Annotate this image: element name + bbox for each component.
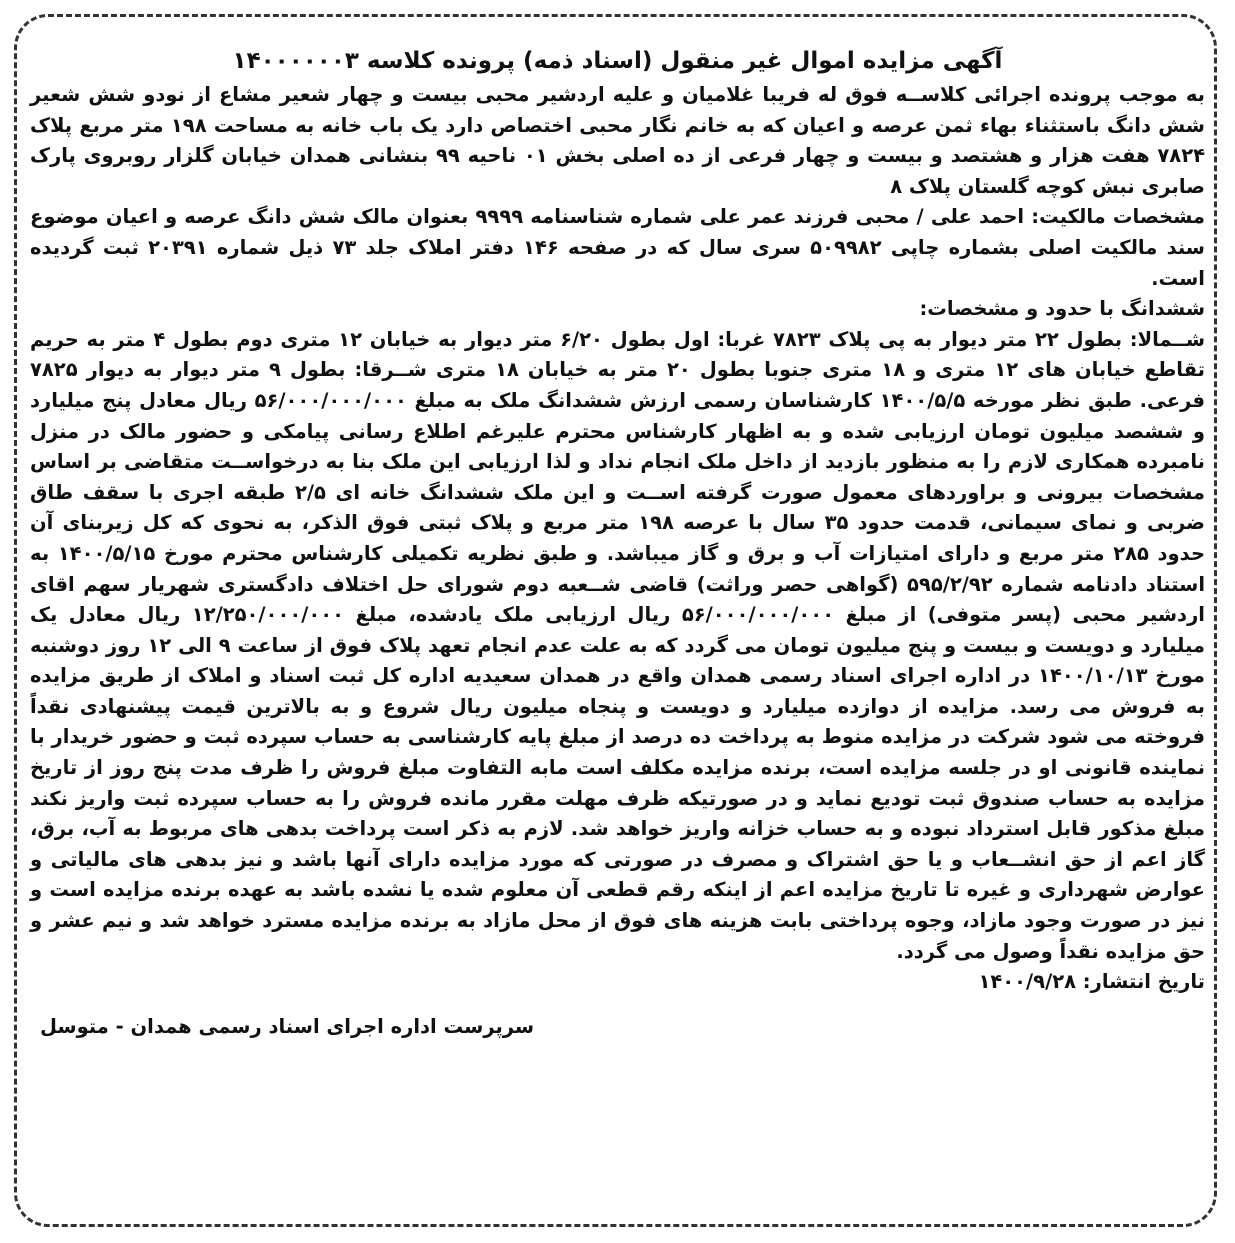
- notice-title: آگهی مزایده اموال غیر منقول (اسناد ذمه) پرونده کلاسه ۱۴۰۰۰۰۰۰۳: [232, 48, 1003, 74]
- auction-terms-paragraph: شــمالا: بطول ۲۲ متر دیوار به پی پلاک ۷۸۲۳ غربا: اول بطول ۶/۲۰ متر دیوار به خیابان ۱۲ متری دوم بطول ۴ متر به حریم تقاطع خیابان های ۱۲ متری و ۱۸ متری جنوبا بطول ۲۰ متر به خیابان ۱۸ متری شــرقا: بطول ۹ متر دیوار به دیوار ۷۸۲۵ فرعی. طبق نظر مورخه ۱۴۰۰/۵/۵ کارشناسان رسمی ارزش ششدانگ ملک به مبلغ ۵۶/۰۰۰/۰۰۰/۰۰۰ ریال معادل پنج میلیارد و ششصد میلیون تومان ارزیابی شده و به اظهار کارشناس محترم علیرغم اطلاع رسانی پیامکی و حضور مالک در منزل نامبرده همکاری لازم را به منظور بازدید از داخل ملک انجام نداد و لذا ارزیابی این ملک بنا به درخواســت متقاضی بر اساس مشخصات بیرونی و براوردهای معمول صورت گرفته اســت و این ملک ششدانگ خانه ای ۲/۵ طبقه اجری با سقف طاق ضربی و نمای سیمانی، قدمت حدود ۳۵ سال با عرصه ۱۹۸ متر مربع و پلاک ثبتی فوق الذکر، به نحوی که کل زیربنای آن حدود ۲۸۵ متر مربع و دارای امتیازات آب و برق و گاز میباشد. و طبق نظریه تکمیلی کارشناس محترم مورخ ۱۴۰۰/۵/۱۵ به استناد دادنامه شماره ۵۹۵/۲/۹۲ (گواهی حصر وراثت) قاضی شــعبه دوم شورای حل اختلاف دادگستری شهریار سهم اقای اردشیر محبی (پسر متوفی) از مبلغ ۵۶/۰۰۰/۰۰۰/۰۰۰ ریال ارزیابی ملک یادشده، مبلغ ۱۲/۲۵۰/۰۰۰/۰۰۰ ریال معادل یک میلیارد و دویست و بیست و پنج میلیون تومان می گردد که به علت عدم انجام تعهد پلاک فوق از ساعت ۹ الی ۱۲ روز دوشنبه مورخ ۱۴۰۰/۱۰/۱۳ در اداره اجرای اسناد رسمی همدان واقع در همدان سعیدیه اداره کل ثبت اسناد و املاک از طریق مزایده به فروش می رسد. مزایده از دوازده میلیارد و دویست و پنجاه میلیون ریال شروع و به بالاترین قیمت پیشنهادی نقداً فروخته می شود شرکت در مزایده منوط به پرداخت ده درصد از مبلغ پایه کارشناسی به حساب سپرده ثبت و حضور خریدار با نماینده قانونی او در جلسه مزایده است، برنده مزایده مکلف است مابه التفاوت مبلغ فروش را ظرف مدت پنج روز از تاریخ مزایده به حساب صندوق ثبت توديع نماید و در صورتیکه ظرف مهلت مقرر مانده فروش را به حساب سپرده ثبت واریز نکند مبلغ مذکور قابل استرداد نبوده و به حساب خزانه واریز خواهد شد. لازم به ذکر است پرداخت بدهی های مربوط به آب، برق، گاز اعم از حق انشــعاب و یا حق اشتراک و مصرف در صورتی که مورد مزایده دارای آنها باشد و نیز بدهی های مالیاتی و عوارض شهرداری و غیره تا تاریخ مزایده اعم از اینکه رقم قطعی آن معلوم شده یا نشده باشد به عهده برنده مزایده است و نیز در صورت وجود مازاد، وجوه پرداختی بابت هزینه های فوق از محل مازاد به برنده مزایده مسترد خواهد شد و نیم عشر و حق مزایده نقداً وصول می گردد.: [30, 327, 1206, 963]
- signature-line: سرپرست اداره اجرای اسناد رسمی همدان - متوسل: [40, 1014, 535, 1038]
- notice-intro-paragraph: به موجب پرونده اجرائی کلاســه فوق له فریبا غلامیان و علیه اردشیر محبی بیست و چهار شعیر مشاع از نودو شش شعیر شش دانگ باستثناء بهاء ثمن عرصه و اعیان که به خانم نگار محبی اختصاص دارد یک باب خانه به مساحت ۱۹۸ متر مربع پلاک ۷۸۲۴ هفت هزار و هشتصد و بیست و چهار فرعی از ده اصلی بخش ۰۱ ناحیه ۹۹ بنشانی همدان خیابان گلزار روبروی پارک صابری نبش کوچه گلستان پلاک ۸: [30, 83, 1205, 198]
- auction-notice: [30, 44, 1205, 1042]
- publication-date: تاریخ انتشار: ۱۴۰۰/۹/۲۸: [978, 970, 1205, 994]
- boundaries-heading: ششدانگ با حدود و مشخصات:: [919, 297, 1205, 321]
- ownership-paragraph: مشخصات مالکیت: احمد علی / محبی فرزند عمر علی شماره شناسنامه ۹۹۹۹ بعنوان مالک شش دانگ عرصه و اعیان موضوع سند مالکیت اصلی بشماره چاپی ۵۰۹۹۸۲ سری سال که در صفحه ۱۴۶ دفتر املاک جلد ۷۳ ذیل شماره ۲۰۳۹۱ ثبت گردیده است.: [30, 205, 1206, 290]
